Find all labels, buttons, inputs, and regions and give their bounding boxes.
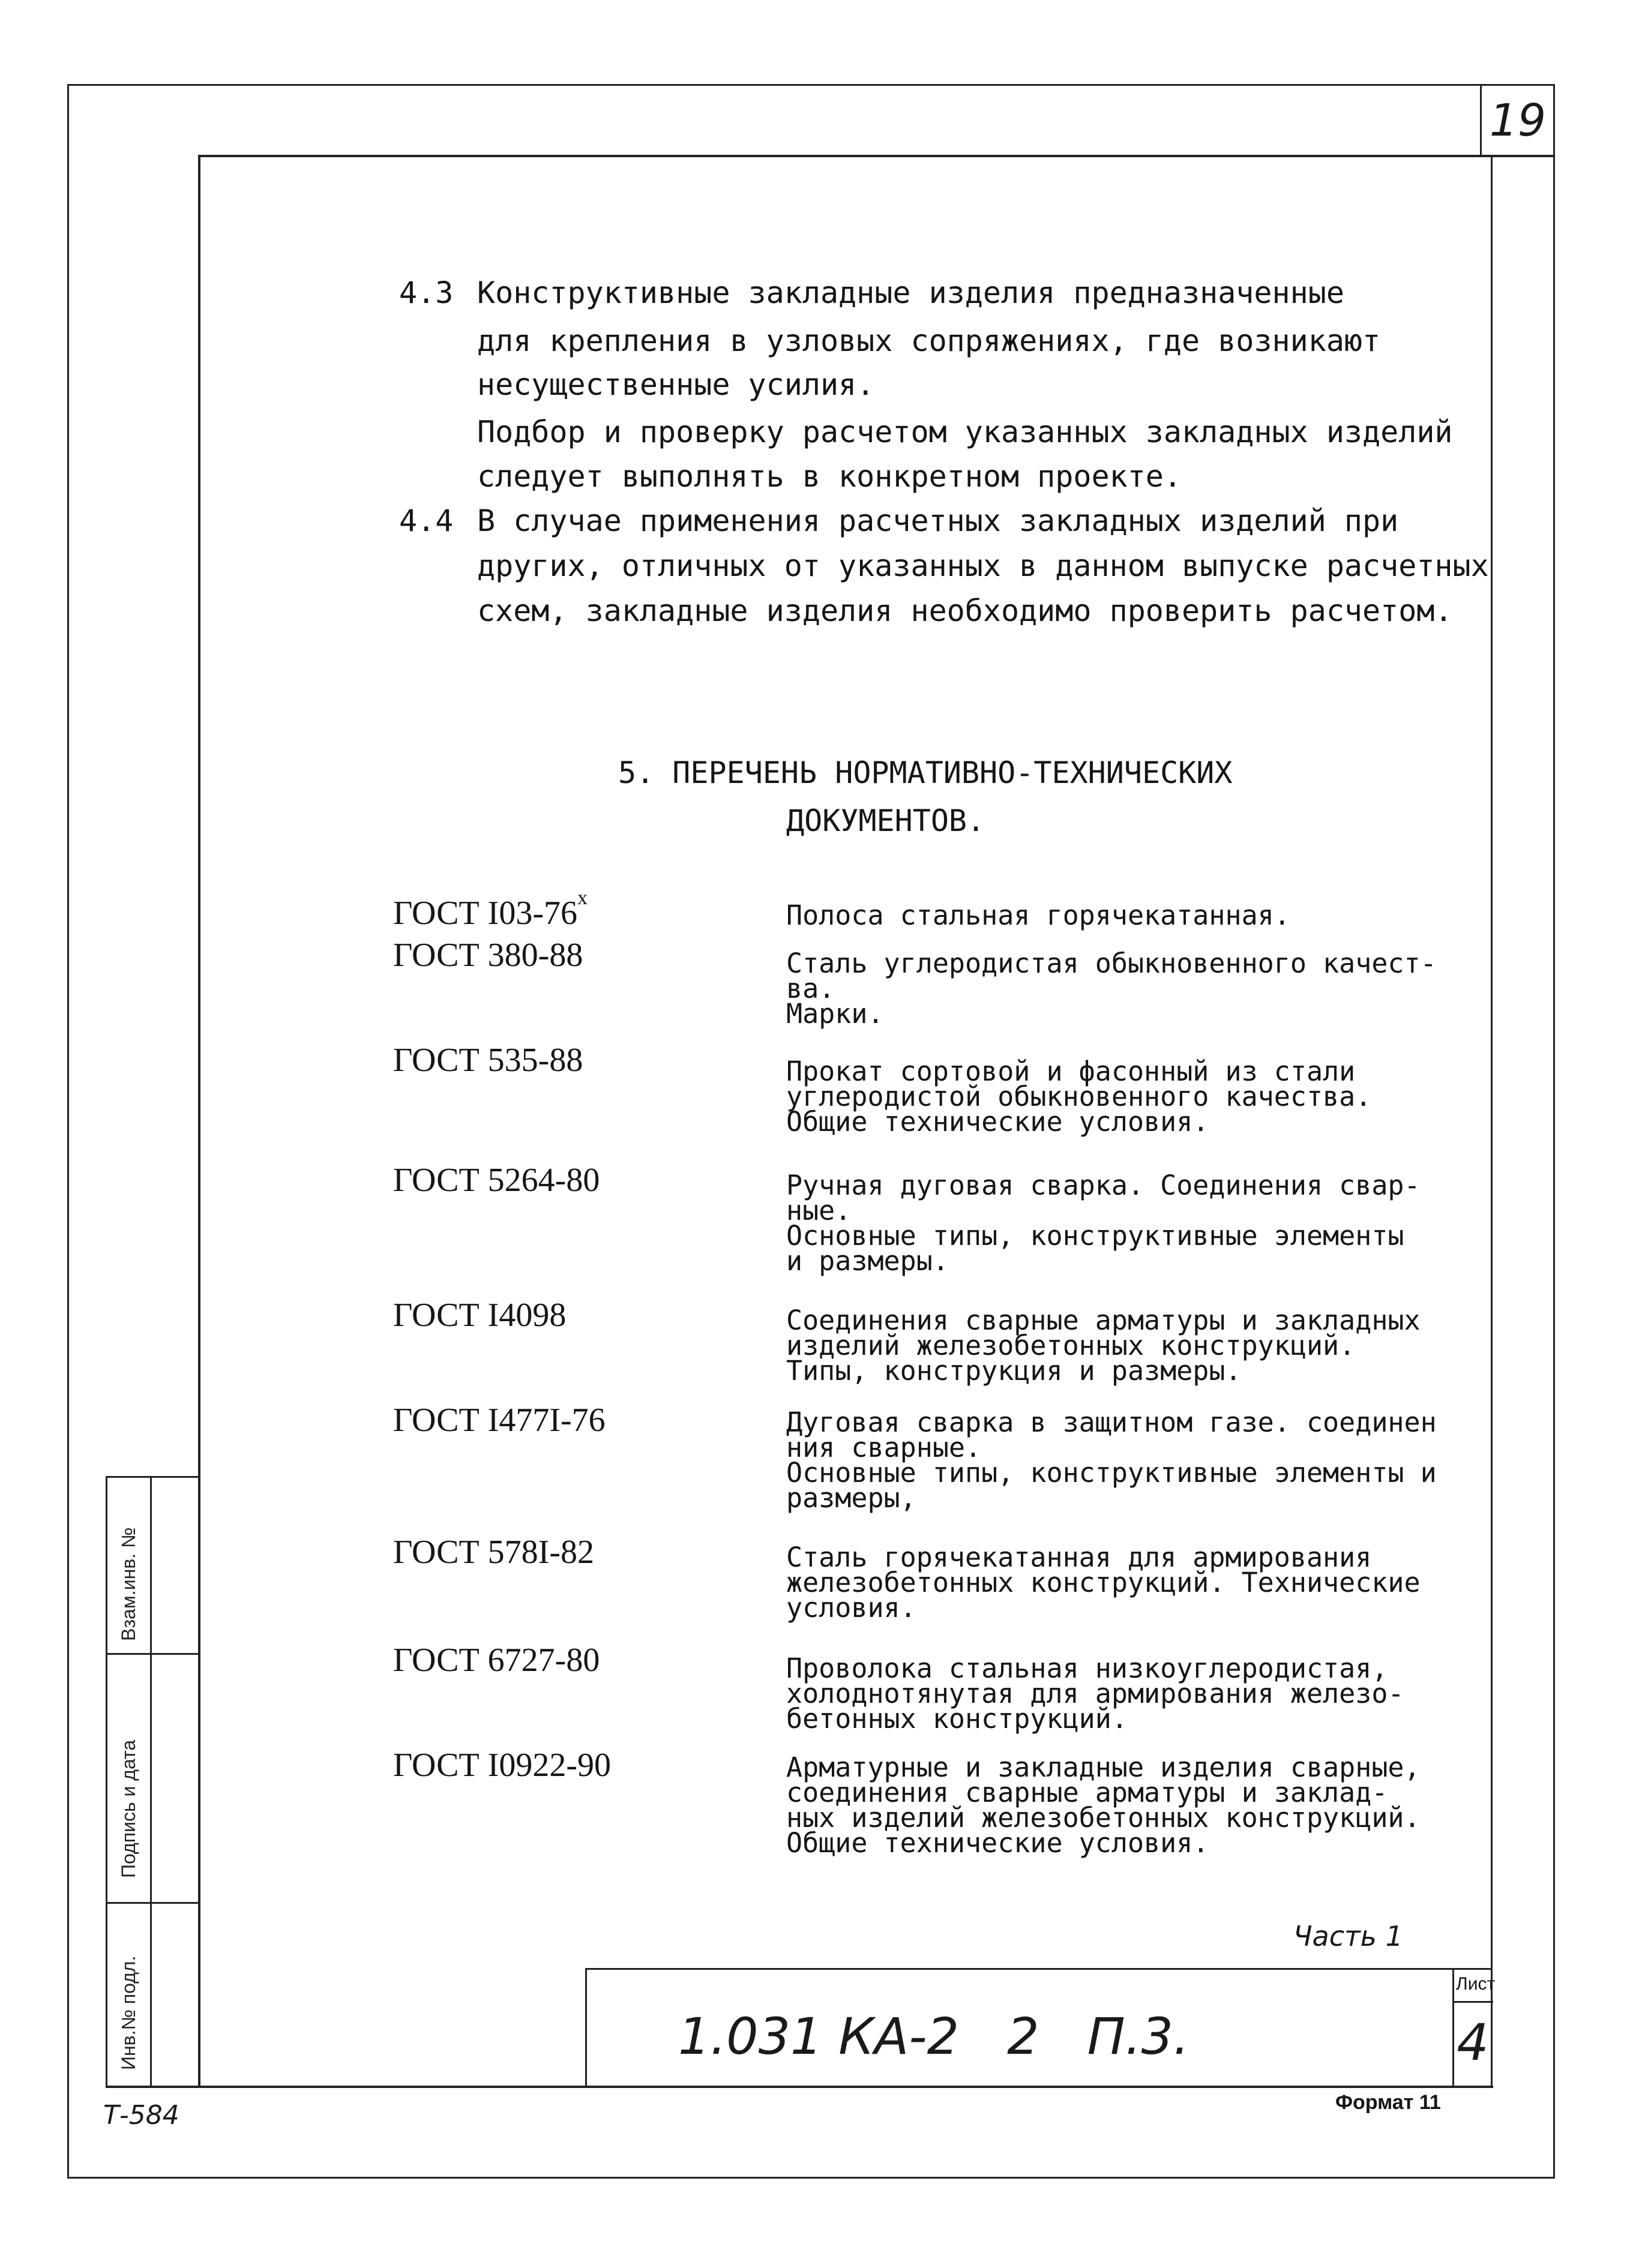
paragraph-line: схем, закладные изделия необходимо проверить расчетом.	[477, 593, 1453, 628]
reference-title: Полоса стальная горячекатанная.	[786, 899, 1290, 931]
sheet-cell-left	[1452, 1968, 1454, 2087]
reference-code: ГОСТ I0922-90	[393, 1747, 611, 1784]
corner-box-left	[1480, 84, 1482, 156]
reference-title: Арматурные и закладные изделия сварные, соединения сварные арматуры и заклад- ных изделий железобетонных конструкций. Общие технические условия.	[786, 1751, 1421, 1859]
inner-frame-top	[198, 155, 1554, 157]
reference-code: ГОСТ 5264-80	[393, 1162, 600, 1199]
reference-code: ГОСТ I03-76$^x$	[393, 887, 588, 932]
reference-superscript: x	[577, 887, 588, 909]
reference-title: Дуговая сварка в защитном газе. соединен ния сварные. Основные типы, конструктивные элементы и размеры,	[786, 1406, 1437, 1514]
title-block-top	[585, 1968, 1493, 1970]
corner-page-number: 19	[1489, 95, 1547, 146]
side-label-signature-date: Подпись и дата	[118, 1739, 139, 1878]
side-label-original-inv: Инв.№ подл.	[118, 1955, 139, 2070]
reference-code: ГОСТ 535-88	[393, 1042, 583, 1079]
inner-frame-left	[198, 155, 200, 2087]
sheet-number: 4	[1457, 2013, 1489, 2072]
reference-title: Сталь углеродистая обыкновенного качест- ва. Марки.	[786, 947, 1437, 1030]
sheet-cell-divider	[1452, 2001, 1493, 2003]
side-stamp-divider	[150, 1476, 152, 2088]
reference-code: ГОСТ I477I-76	[393, 1402, 606, 1439]
reference-title: Проволока стальная низкоуглеродистая, холоднотянутая для армирования железо- бетонных конструкций.	[786, 1652, 1404, 1735]
part-note: Часть 1	[1293, 1920, 1403, 1952]
paragraph-line: для крепления в узловых сопряжениях, где возникают	[477, 323, 1381, 358]
section-title-line1: 5. ПЕРЕЧЕНЬ НОРМАТИВНО-ТЕХНИЧЕСКИХ	[618, 755, 1233, 790]
reference-title: Соединения сварные арматуры и закладных изделий железобетонных конструкций. Типы, конструкция и размеры.	[786, 1304, 1421, 1387]
paragraph-number: 4.3	[399, 275, 454, 310]
side-label-replace-inv: Взам.инв. №	[118, 1527, 139, 1641]
paragraph-line: несущественные усилия.	[477, 367, 875, 402]
paragraph-line: В случае применения расчетных закладных изделий при	[477, 503, 1399, 538]
side-stamp-sep2	[106, 1902, 199, 1904]
paragraph-line: других, отличных от указанных в данном выпуске расчетных	[477, 548, 1489, 583]
inner-frame-bottom	[106, 2086, 1493, 2088]
title-block-left	[585, 1968, 587, 2087]
reference-code: ГОСТ I4098	[393, 1297, 567, 1334]
outer-frame-top	[67, 84, 1554, 86]
reference-code: ГОСТ 578I-82	[393, 1534, 594, 1571]
side-stamp-left-line	[106, 1476, 107, 2088]
reference-title: Прокат сортовой и фасонный из стали углеродистой обыкновенного качества. Общие технические условия.	[786, 1055, 1372, 1138]
footer-format: Формат 11	[1335, 2091, 1441, 2114]
footer-left-code: Т-584	[103, 2100, 179, 2131]
paragraph-number: 4.4	[399, 503, 454, 538]
reference-title: Ручная дуговая сварка. Соединения свар- ные. Основные типы, конструктивные элементы и размеры.	[786, 1169, 1421, 1277]
reference-title: Сталь горячекатанная для армирования железобетонных конструкций. Технические условия.	[786, 1541, 1421, 1624]
paragraph-line: следует выполнять в конкретном проекте.	[477, 459, 1182, 494]
paragraph-line: Конструктивные закладные изделия предназначенные	[477, 275, 1344, 310]
section-title-line2: ДОКУМЕНТОВ.	[786, 803, 985, 838]
paragraph-line: Подбор и проверку расчетом указанных закладных изделий	[477, 415, 1453, 449]
reference-code: ГОСТ 6727-80	[393, 1642, 600, 1679]
sheet-label: Лист	[1456, 1974, 1496, 1994]
outer-frame-bottom	[67, 2177, 1554, 2179]
outer-frame-left	[67, 84, 69, 2179]
designation: 1.031 КА-2 2 П.3.	[678, 2007, 1189, 2066]
reference-code: ГОСТ 380-88	[393, 937, 583, 974]
side-stamp-sep1	[106, 1653, 199, 1655]
side-stamp-top	[106, 1476, 199, 1478]
outer-frame-right	[1553, 84, 1555, 2179]
